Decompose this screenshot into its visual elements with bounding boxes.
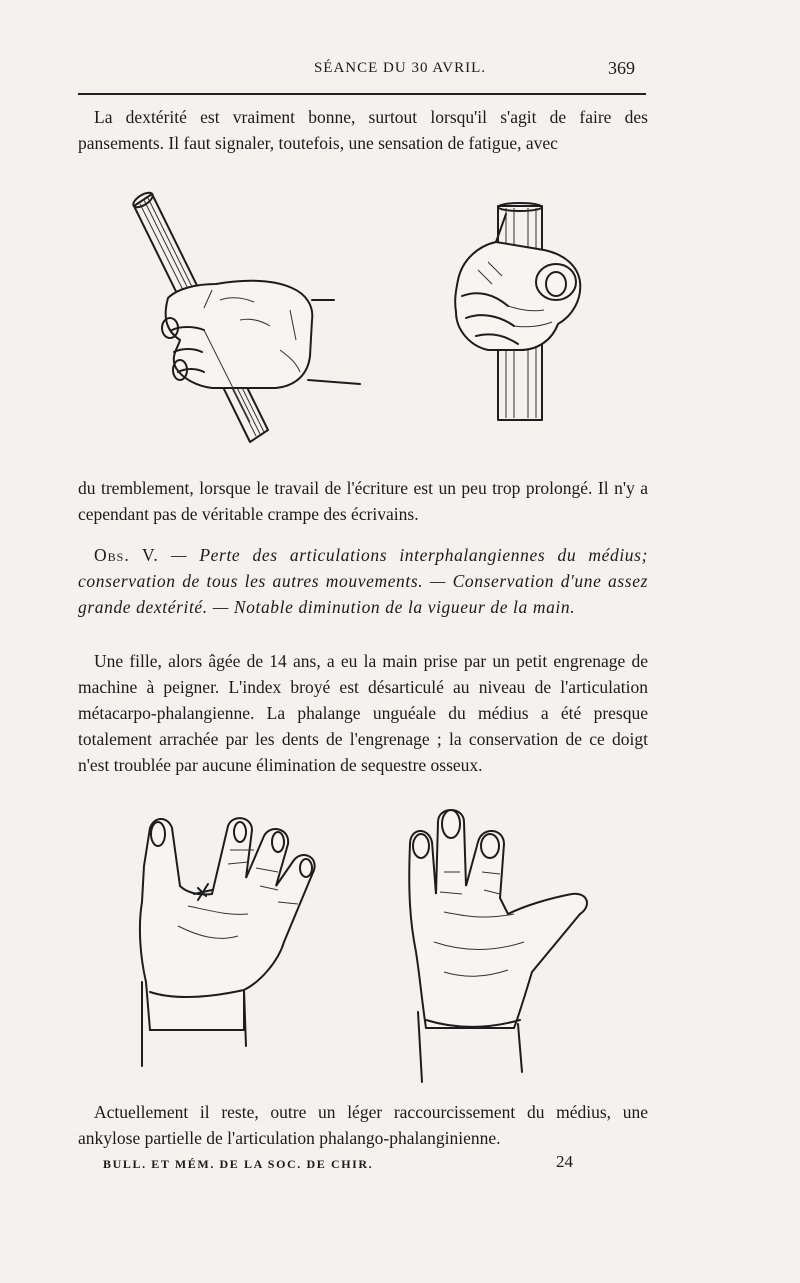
journal-footer: BULL. ET MÉM. DE LA SOC. DE CHIR. xyxy=(103,1157,374,1171)
figure-hand-grip-rod-left xyxy=(120,180,380,450)
figure-hand-grip-rod-right xyxy=(448,200,598,430)
running-title: SÉANCE DU 30 AVRIL. xyxy=(313,60,487,76)
page-number: 369 xyxy=(608,58,635,78)
paragraph-3: Une fille, alors âgée de 14 ans, a eu la main prise par un petit engrenage de machine à peigner. L'index broyé est désarticulé au niveau de l'articulation métacarpo-phalangienne. La phalange unguéale du médius a été presque totalement arrachée par les dents de l'engrenage ; la conservation de ce doigt n'est troublée par aucune élimination de sequestre osseux. xyxy=(78,651,648,775)
observation-label: Obs. V. xyxy=(94,545,159,565)
paragraph-4: Actuellement il reste, outre un léger raccourcissement du médius, une ankylose partielle de l'articulation phalango-phalanginienne. xyxy=(78,1102,648,1148)
header-rule xyxy=(78,93,646,95)
observation-heading xyxy=(78,542,648,620)
figure-open-hand-right xyxy=(404,802,594,1082)
observation-summary: — Perte des articulations interphalangiennes du médius; conservation de tous les autres mouvements. — Conservation d'une assez grande dextérité. — Notable diminution de la vigueur de la main. xyxy=(78,545,648,617)
paragraph-2: du tremblement, lorsque le travail de l'écriture est un peu trop prolongé. Il n'y a cependant pas de véritable crampe des écrivains. xyxy=(78,478,648,524)
figure-open-hand-left xyxy=(128,806,328,1066)
signature-mark: 24 xyxy=(556,1152,573,1171)
paragraph-1: La dextérité est vraiment bonne, surtout lorsqu'il s'agit de faire des pansements. Il faut signaler, toutefois, une sensation de fatigue, avec xyxy=(78,107,648,153)
